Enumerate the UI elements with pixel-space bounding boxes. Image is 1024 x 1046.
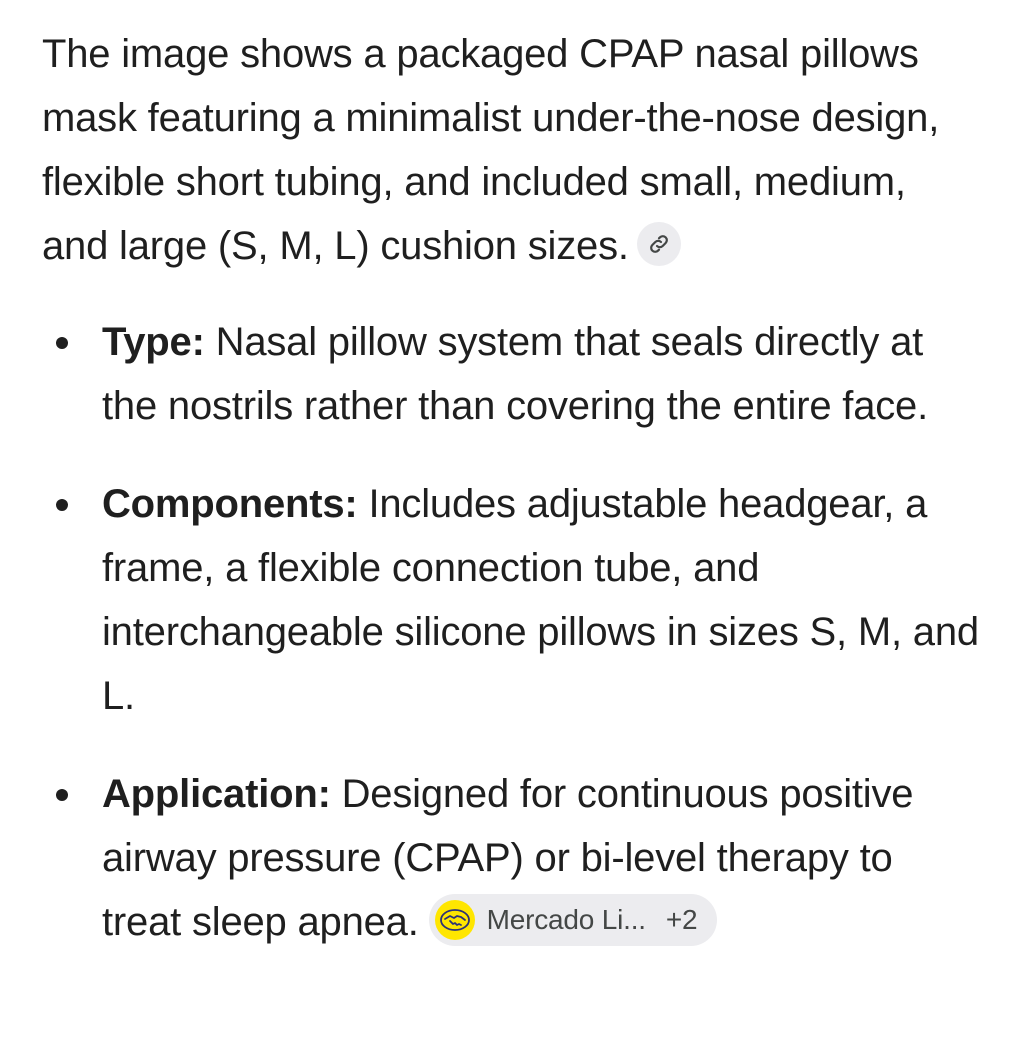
link-icon: [647, 232, 671, 256]
intro-text: The image shows a packaged CPAP nasal pillows mask featuring a minimalist under-the-nose design, flexible short tubing, and included small, medium, and large (S, M, L) cushion sizes.: [42, 32, 940, 268]
term-label: Application:: [102, 772, 331, 816]
term-description: Nasal pillow system that seals directly at the nostrils rather than covering the entire face.: [102, 320, 929, 428]
intro-paragraph: [42, 22, 982, 278]
source-more-count: +2: [665, 904, 698, 936]
list-item-application: [42, 762, 982, 954]
source-name: Mercado Li...: [486, 904, 646, 936]
list-item-type: [42, 310, 982, 438]
bullet-list: [42, 310, 982, 954]
list-item-components: [42, 472, 982, 728]
bullet-dot: [56, 789, 68, 801]
source-chip-button[interactable]: [429, 894, 718, 946]
response-content: [42, 22, 982, 988]
bullet-dot: [56, 499, 68, 511]
handshake-icon: [439, 904, 471, 936]
bullet-dot: [56, 337, 68, 349]
term-label: Components:: [102, 482, 358, 526]
term-description: Designed for continuous positive airway pressure (CPAP) or bi-level therapy to treat sleep apnea.: [102, 772, 914, 944]
term-description: Includes adjustable headgear, a frame, a flexible connection tube, and interchangeable silicone pillows in sizes S, M, and L.: [102, 482, 979, 718]
term-label: Type:: [102, 320, 205, 364]
source-logo: [435, 900, 475, 940]
link-chip-button[interactable]: [637, 222, 681, 266]
